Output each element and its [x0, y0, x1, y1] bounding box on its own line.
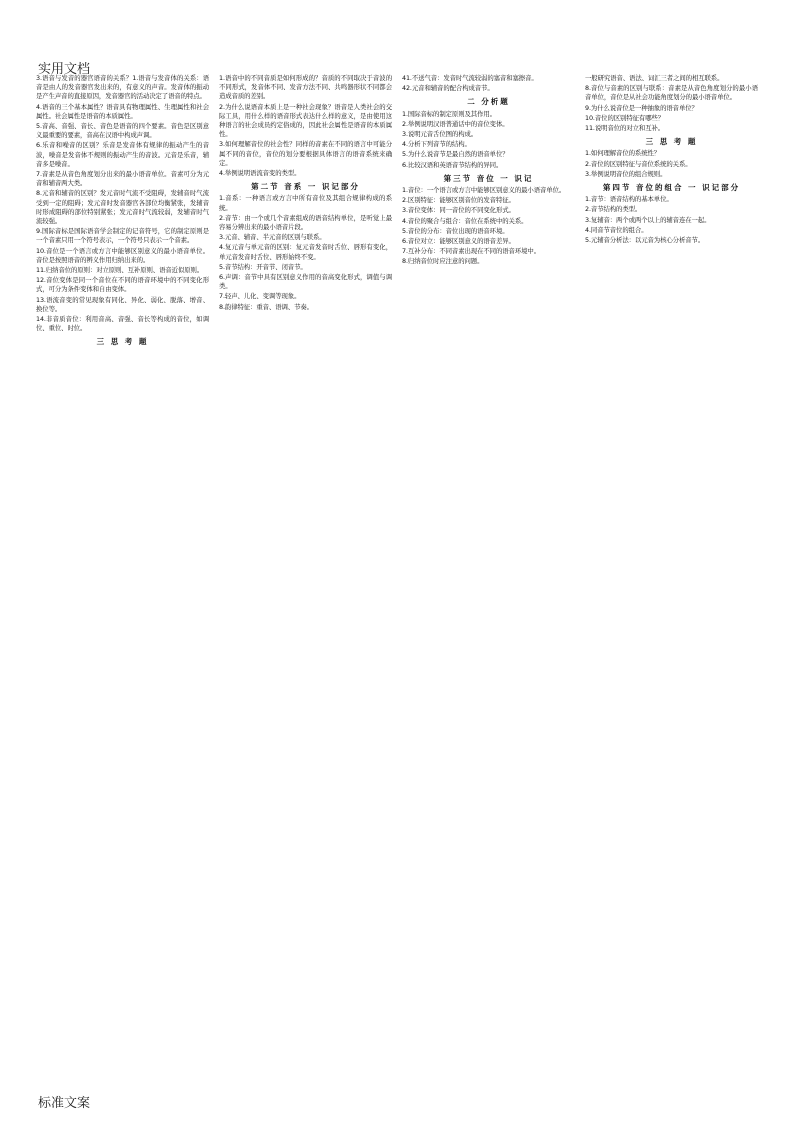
paragraph: 4.音位的聚合与组合：音位在系统中的关系。 [402, 216, 528, 225]
paragraph: 3.说明元音舌位图的构成。 [402, 130, 478, 139]
paragraph: 7.轻声、儿化、变调等现象。 [219, 292, 301, 301]
paragraph: 6.声调：音节中具有区别意义作用的音高变化形式，调值与调类。 [219, 273, 392, 291]
paragraph: 3.举例说明音位的组合规则。 [585, 169, 667, 178]
paragraph: 6.比较汉语和英语音节结构的异同。 [402, 160, 503, 169]
column-1 [36, 74, 209, 1102]
paragraph: 7.互补分布：不同音素出现在不同的语音环境中。 [402, 247, 540, 256]
paragraph: 一般研究语音、语法、词汇三者之间的相互联系。 [585, 74, 724, 82]
paragraph: 7.音素是从音色角度划分出来的最小语音单位。音素可分为元音和辅音两大类。 [36, 170, 209, 188]
paragraph: 11.说明音位的对立和互补。 [585, 124, 665, 133]
paragraph: 3.复辅音：两个或两个以上的辅音连在一起。 [585, 215, 711, 224]
paragraph: 2.音位的区别特征与音位系统的关系。 [585, 159, 692, 168]
section-heading: 三 思 考 题 [645, 137, 698, 147]
paragraph: 13.语流音变的常见现象有同化、异化、弱化、脱落、增音、换位等。 [36, 295, 209, 313]
paragraph: 3.如何理解音位的社会性？同样的音素在不同的语言中可能分属不同的音位，音位的划分要根据具体语言的语音系统来确定。 [219, 140, 392, 167]
paragraph: 42.元音和辅音的配合构成音节。 [402, 84, 494, 93]
paragraph: 2.区别特征：能够区别音位的发音特征。 [402, 196, 515, 205]
paragraph: 5.音节结构：开音节、闭音节。 [219, 262, 307, 271]
paragraph: 1.音节：语音结构的基本单位。 [585, 195, 673, 204]
paragraph: 1.语音中的不同音质是如何形成的？音质的不同取决于音波的不同形式，发音体不同、发音方法不同、共鸣器形状不同都会造成音质的差别。 [219, 74, 392, 101]
paragraph: 8.音位与音素的区别与联系：音素是从音色角度划分的最小语音单位，音位是从社会功能角度划分的最小语音单位。 [585, 84, 758, 102]
paragraph: 3.音位变体：同一音位的不同变化形式。 [402, 206, 515, 215]
paragraph: 4.举例说明语流音变的类型。 [219, 169, 301, 178]
paragraph: 8.元音和辅音的区别？发元音时气流不受阻碍，发辅音时气流受到一定的阻碍；发元音时发音器官各部位均衡紧张，发辅音时形成阻碍的部位特别紧张；发元音时气流较弱，发辅音时气流较强。 [36, 189, 209, 226]
paragraph: 41.不送气音：发音时气流较弱的塞音和塞擦音。 [402, 74, 538, 82]
paragraph: 12.音位变体是同一个音位在不同的语音环境中的不同变化形式，可分为条件变体和自由变体。 [36, 276, 209, 294]
paragraph: 9.国际音标是国际语音学会制定的记音符号，它的制定原则是一个音素只用一个符号表示，一个符号只表示一个音素。 [36, 227, 209, 245]
column-4 [585, 74, 758, 1102]
paragraph: 9.为什么说音位是一种抽象的语音单位？ [585, 103, 698, 112]
page-footer: 标准文案 [38, 1096, 91, 1111]
paragraph: 4.同音节音位的组合。 [585, 225, 648, 234]
section-heading: 第三节 音位 一 识记 [443, 173, 534, 183]
paragraph: 2.举例说明汉语普通话中的音位变体。 [402, 119, 509, 128]
paragraph: 5.音位的分布：音位出现的语音环境。 [402, 226, 509, 235]
text-columns [36, 74, 758, 1102]
paragraph: 2.音节结构的类型。 [585, 205, 642, 214]
paragraph: 11.归纳音位的原则：对立原则、互补原则、语音近似原则。 [36, 266, 204, 275]
paragraph: 5.元辅音分析法：以元音为核心分析音节。 [585, 236, 705, 245]
paragraph: 10.音位的区别特征有哪些？ [585, 113, 665, 122]
paragraph: 4.语音的三个基本属性？语音具有物理属性、生理属性和社会属性。社会属性是语音的本质属性。 [36, 102, 209, 120]
section-heading: 第二节 音系 一 识记部分 [251, 182, 360, 192]
paragraph: 5.为什么说音节是最自然的语音单位？ [402, 150, 509, 159]
paragraph: 1.国际音标的制定原则及其作用。 [402, 109, 496, 118]
paragraph: 2.为什么说语音本质上是一种社会现象？语音是人类社会的交际工具，用什么样的语音形式表达什么样的意义，是由使用这种语言的社会成员约定俗成的，因此社会属性是语音的本质属性。 [219, 102, 392, 139]
paragraph: 8.韵律特征：重音、语调、节奏。 [219, 302, 313, 311]
paragraph: 14.非音质音位：利用音高、音强、音长等构成的音位，如调位、重位、时位。 [36, 315, 209, 333]
paragraph: 5.音高、音强、音长、音色是语音的四个要素。音色是区别意义最重要的要素，音高在汉语中构成声调。 [36, 122, 209, 140]
paragraph: 6.乐音和噪音的区别？乐音是发音体有规律的振动产生的音波，噪音是发音体不规则的振动产生的音波。元音是乐音，辅音多是噪音。 [36, 141, 209, 168]
column-2 [219, 74, 392, 1102]
paragraph: 1.音系：一种语言或方言中所有音位及其组合规律构成的系统。 [219, 194, 392, 212]
section-heading: 三 思 考 题 [96, 337, 149, 347]
section-heading: 第四节 音位的组合 一 识记部分 [602, 183, 741, 193]
section-heading: 二 分析题 [467, 97, 510, 107]
paragraph: 10.音位是一个语言或方言中能够区别意义的最小语音单位。音位是按照语音的辨义作用归纳出来的。 [36, 246, 209, 264]
paragraph: 3.语音与发音的器官语音的关系？1.语音与发音体的关系：语音是由人的发音器官发出来的，有意义的声音。发音体的振动是产生声音的直接原因，发音器官的活动决定了语音的特点。 [36, 74, 209, 101]
paragraph: 4.分析下列音节的结构。 [402, 140, 471, 149]
page-header: 实用文档 [38, 62, 91, 77]
paragraph: 6.音位对立：能够区别意义的语音差异。 [402, 237, 515, 246]
column-3 [402, 74, 575, 1102]
paragraph: 1.音位：一个语言或方言中能够区别意义的最小语音单位。 [402, 186, 566, 195]
paragraph: 3.元音、辅音、半元音的区别与联系。 [219, 233, 326, 242]
paragraph: 8.归纳音位时应注意的问题。 [402, 257, 484, 266]
paragraph: 2.音节：由一个或几个音素组成的语音结构单位，是听觉上最容易分辨出来的最小语音片段。 [219, 213, 392, 232]
paragraph: 4.复元音与单元音的区别：复元音发音时舌位、唇形有变化，单元音发音时舌位、唇形始终不变。 [219, 243, 392, 261]
paragraph: 1.如何理解音位的系统性？ [585, 149, 661, 158]
